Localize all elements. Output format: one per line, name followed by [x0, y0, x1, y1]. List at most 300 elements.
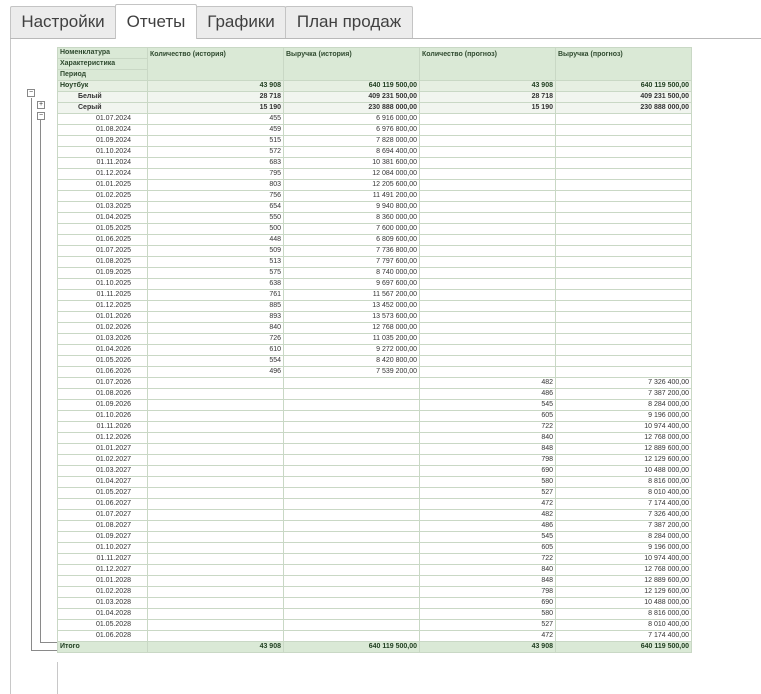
- report-left-edge: [57, 662, 58, 694]
- period-cell: 01.06.2028: [58, 631, 148, 642]
- qty-history-cell: 610: [148, 345, 284, 356]
- qty-history-cell: [148, 631, 284, 642]
- qty-forecast-cell: 472: [420, 631, 556, 642]
- qty-history-cell: 840: [148, 323, 284, 334]
- group-revenue-forecast: 640 119 500,00: [556, 81, 692, 92]
- period-cell: 01.01.2028: [58, 576, 148, 587]
- period-row[interactable]: [58, 356, 692, 367]
- period-row[interactable]: [58, 389, 692, 400]
- qty-history-cell: [148, 477, 284, 488]
- period-row[interactable]: [58, 433, 692, 444]
- revenue-history-cell: 7 828 000,00: [284, 136, 420, 147]
- qty-history-cell: 683: [148, 158, 284, 169]
- qty-history-cell: 726: [148, 334, 284, 345]
- period-row[interactable]: [58, 180, 692, 191]
- revenue-history-cell: 13 452 000,00: [284, 301, 420, 312]
- revenue-forecast-cell: 8 010 400,00: [556, 488, 692, 499]
- qty-forecast-cell: 722: [420, 422, 556, 433]
- qty-forecast-cell: 527: [420, 620, 556, 631]
- revenue-history-cell: 7 600 000,00: [284, 224, 420, 235]
- period-row[interactable]: [58, 378, 692, 389]
- period-cell: 01.09.2024: [58, 136, 148, 147]
- total-revenue-history: 640 119 500,00: [284, 642, 420, 653]
- revenue-history-cell: 9 940 800,00: [284, 202, 420, 213]
- period-cell: 01.02.2026: [58, 323, 148, 334]
- revenue-history-cell: [284, 631, 420, 642]
- period-cell: 01.01.2025: [58, 180, 148, 191]
- subgroup-revenue-forecast: 409 231 500,00: [556, 92, 692, 103]
- revenue-forecast-cell: [556, 334, 692, 345]
- qty-forecast-cell: 605: [420, 543, 556, 554]
- revenue-forecast-cell: 8 284 000,00: [556, 400, 692, 411]
- period-row[interactable]: [58, 224, 692, 235]
- qty-forecast-cell: [420, 224, 556, 235]
- period-cell: 01.07.2026: [58, 378, 148, 389]
- subgroup-revenue-history: 230 888 000,00: [284, 103, 420, 114]
- period-row[interactable]: [58, 422, 692, 433]
- period-row[interactable]: [58, 554, 692, 565]
- revenue-forecast-cell: 9 196 000,00: [556, 411, 692, 422]
- qty-forecast-cell: 798: [420, 455, 556, 466]
- revenue-history-cell: [284, 587, 420, 598]
- revenue-forecast-cell: 12 129 600,00: [556, 587, 692, 598]
- revenue-history-cell: [284, 466, 420, 477]
- revenue-forecast-cell: 7 174 400,00: [556, 631, 692, 642]
- qty-history-cell: [148, 620, 284, 631]
- qty-forecast-cell: [420, 213, 556, 224]
- period-row[interactable]: [58, 576, 692, 587]
- period-row[interactable]: [58, 114, 692, 125]
- tab-reports[interactable]: Отчеты: [115, 4, 197, 39]
- period-cell: 01.12.2025: [58, 301, 148, 312]
- qty-history-cell: [148, 576, 284, 587]
- period-row[interactable]: [58, 213, 692, 224]
- header-nomenclature: Номенклатура: [58, 48, 148, 59]
- revenue-history-cell: [284, 411, 420, 422]
- revenue-history-cell: [284, 620, 420, 631]
- period-cell: 01.12.2024: [58, 169, 148, 180]
- qty-history-cell: [148, 587, 284, 598]
- revenue-history-cell: 7 539 200,00: [284, 367, 420, 378]
- revenue-history-cell: [284, 532, 420, 543]
- revenue-history-cell: [284, 400, 420, 411]
- qty-history-cell: 572: [148, 147, 284, 158]
- collapse-group-icon[interactable]: −: [28, 89, 34, 96]
- qty-forecast-cell: 690: [420, 598, 556, 609]
- qty-forecast-cell: [420, 334, 556, 345]
- collapse-grey-icon[interactable]: −: [38, 112, 44, 119]
- subgroup-name: Белый: [58, 92, 148, 103]
- qty-history-cell: 459: [148, 125, 284, 136]
- revenue-forecast-cell: [556, 290, 692, 301]
- qty-history-cell: [148, 543, 284, 554]
- period-cell: 01.05.2027: [58, 488, 148, 499]
- period-row[interactable]: [58, 466, 692, 477]
- period-row[interactable]: [58, 543, 692, 554]
- period-row[interactable]: [58, 521, 692, 532]
- revenue-history-cell: [284, 510, 420, 521]
- period-cell: 01.07.2025: [58, 246, 148, 257]
- period-cell: 01.05.2025: [58, 224, 148, 235]
- qty-history-cell: 496: [148, 367, 284, 378]
- period-row[interactable]: [58, 147, 692, 158]
- period-cell: 01.06.2025: [58, 235, 148, 246]
- tab-bar: [0, 0, 761, 40]
- qty-forecast-cell: 472: [420, 499, 556, 510]
- revenue-history-cell: [284, 565, 420, 576]
- qty-forecast-cell: [420, 114, 556, 125]
- period-row[interactable]: [58, 609, 692, 620]
- period-cell: 01.07.2027: [58, 510, 148, 521]
- revenue-history-cell: [284, 499, 420, 510]
- revenue-forecast-cell: [556, 147, 692, 158]
- qty-history-cell: 455: [148, 114, 284, 125]
- period-row[interactable]: [58, 444, 692, 455]
- period-row[interactable]: [58, 631, 692, 642]
- qty-forecast-cell: [420, 125, 556, 136]
- group-qty-history: 43 908: [148, 81, 284, 92]
- period-cell: 01.08.2024: [58, 125, 148, 136]
- revenue-forecast-cell: [556, 136, 692, 147]
- qty-history-cell: [148, 433, 284, 444]
- period-row[interactable]: [58, 587, 692, 598]
- qty-history-cell: 638: [148, 279, 284, 290]
- total-qty-forecast: 43 908: [420, 642, 556, 653]
- period-cell: 01.09.2026: [58, 400, 148, 411]
- revenue-history-cell: 10 381 600,00: [284, 158, 420, 169]
- revenue-history-cell: [284, 378, 420, 389]
- qty-forecast-cell: 482: [420, 378, 556, 389]
- qty-history-cell: 654: [148, 202, 284, 213]
- revenue-forecast-cell: [556, 268, 692, 279]
- qty-forecast-cell: 722: [420, 554, 556, 565]
- revenue-forecast-cell: [556, 125, 692, 136]
- revenue-forecast-cell: 12 129 600,00: [556, 455, 692, 466]
- revenue-forecast-cell: [556, 356, 692, 367]
- revenue-forecast-cell: 7 174 400,00: [556, 499, 692, 510]
- qty-forecast-cell: [420, 235, 556, 246]
- revenue-history-cell: [284, 576, 420, 587]
- period-row[interactable]: [58, 367, 692, 378]
- revenue-history-cell: [284, 444, 420, 455]
- qty-history-cell: [148, 422, 284, 433]
- period-row[interactable]: [58, 312, 692, 323]
- period-row[interactable]: [58, 455, 692, 466]
- qty-history-cell: [148, 598, 284, 609]
- period-row[interactable]: [58, 345, 692, 356]
- revenue-forecast-cell: 10 488 000,00: [556, 466, 692, 477]
- qty-forecast-cell: [420, 268, 556, 279]
- period-cell: 01.09.2027: [58, 532, 148, 543]
- qty-history-cell: 554: [148, 356, 284, 367]
- period-row[interactable]: [58, 620, 692, 631]
- period-cell: 01.03.2026: [58, 334, 148, 345]
- group-row[interactable]: [58, 81, 692, 92]
- header-qty-forecast: Количество (прогноз): [420, 48, 556, 81]
- revenue-history-cell: [284, 598, 420, 609]
- revenue-history-cell: 8 360 000,00: [284, 213, 420, 224]
- period-row[interactable]: [58, 565, 692, 576]
- period-cell: 01.01.2026: [58, 312, 148, 323]
- subgroup-revenue-history: 409 231 500,00: [284, 92, 420, 103]
- period-cell: 01.09.2025: [58, 268, 148, 279]
- period-row[interactable]: [58, 301, 692, 312]
- qty-history-cell: [148, 389, 284, 400]
- subgroup-name: Серый: [58, 103, 148, 114]
- qty-history-cell: [148, 565, 284, 576]
- revenue-history-cell: 8 420 800,00: [284, 356, 420, 367]
- qty-history-cell: 509: [148, 246, 284, 257]
- period-row[interactable]: [58, 246, 692, 257]
- period-row[interactable]: [58, 257, 692, 268]
- qty-history-cell: [148, 609, 284, 620]
- period-cell: 01.05.2026: [58, 356, 148, 367]
- revenue-forecast-cell: 10 974 400,00: [556, 422, 692, 433]
- subgroup-revenue-forecast: 230 888 000,00: [556, 103, 692, 114]
- total-label: Итого: [58, 642, 148, 653]
- qty-history-cell: 756: [148, 191, 284, 202]
- qty-history-cell: 795: [148, 169, 284, 180]
- qty-history-cell: 515: [148, 136, 284, 147]
- qty-history-cell: 500: [148, 224, 284, 235]
- header-characteristic: Характеристика: [58, 59, 148, 70]
- qty-history-cell: 803: [148, 180, 284, 191]
- revenue-history-cell: 9 697 600,00: [284, 279, 420, 290]
- qty-forecast-cell: 527: [420, 488, 556, 499]
- period-cell: 01.04.2025: [58, 213, 148, 224]
- qty-forecast-cell: [420, 345, 556, 356]
- qty-history-cell: [148, 488, 284, 499]
- revenue-forecast-cell: 12 889 600,00: [556, 576, 692, 587]
- qty-forecast-cell: 486: [420, 389, 556, 400]
- qty-forecast-cell: 545: [420, 400, 556, 411]
- tree-line-level0: [31, 98, 32, 651]
- period-cell: 01.11.2027: [58, 554, 148, 565]
- qty-forecast-cell: [420, 290, 556, 301]
- tab-settings[interactable]: Настройки: [10, 6, 116, 38]
- period-cell: 01.08.2025: [58, 257, 148, 268]
- total-revenue-forecast: 640 119 500,00: [556, 642, 692, 653]
- revenue-forecast-cell: [556, 158, 692, 169]
- period-row[interactable]: [58, 169, 692, 180]
- period-cell: 01.10.2025: [58, 279, 148, 290]
- total-qty-history: 43 908: [148, 642, 284, 653]
- qty-history-cell: 448: [148, 235, 284, 246]
- qty-forecast-cell: 580: [420, 477, 556, 488]
- subgroup-row-grey[interactable]: [58, 103, 692, 114]
- revenue-forecast-cell: [556, 257, 692, 268]
- qty-history-cell: 550: [148, 213, 284, 224]
- period-row[interactable]: [58, 499, 692, 510]
- qty-forecast-cell: [420, 279, 556, 290]
- period-cell: 01.11.2026: [58, 422, 148, 433]
- qty-history-cell: 761: [148, 290, 284, 301]
- qty-forecast-cell: [420, 180, 556, 191]
- period-row[interactable]: [58, 136, 692, 147]
- revenue-forecast-cell: 10 488 000,00: [556, 598, 692, 609]
- period-cell: 01.07.2024: [58, 114, 148, 125]
- period-cell: 01.12.2026: [58, 433, 148, 444]
- qty-forecast-cell: [420, 246, 556, 257]
- revenue-forecast-cell: [556, 246, 692, 257]
- revenue-history-cell: [284, 422, 420, 433]
- revenue-history-cell: 8 740 000,00: [284, 268, 420, 279]
- tab-charts[interactable]: Графики: [196, 6, 286, 38]
- qty-history-cell: 575: [148, 268, 284, 279]
- qty-forecast-cell: 605: [420, 411, 556, 422]
- period-cell: 01.04.2027: [58, 477, 148, 488]
- qty-history-cell: [148, 554, 284, 565]
- qty-history-cell: [148, 521, 284, 532]
- revenue-history-cell: [284, 433, 420, 444]
- revenue-history-cell: [284, 477, 420, 488]
- revenue-history-cell: 9 272 000,00: [284, 345, 420, 356]
- tab-sales-plan[interactable]: План продаж: [285, 6, 413, 38]
- qty-history-cell: [148, 532, 284, 543]
- revenue-history-cell: 6 976 800,00: [284, 125, 420, 136]
- revenue-forecast-cell: 8 010 400,00: [556, 620, 692, 631]
- revenue-forecast-cell: 9 196 000,00: [556, 543, 692, 554]
- period-cell: 01.03.2027: [58, 466, 148, 477]
- revenue-history-cell: 6 916 000,00: [284, 114, 420, 125]
- revenue-forecast-cell: 8 816 000,00: [556, 477, 692, 488]
- period-cell: 01.12.2027: [58, 565, 148, 576]
- revenue-history-cell: 11 567 200,00: [284, 290, 420, 301]
- period-cell: 01.03.2028: [58, 598, 148, 609]
- revenue-forecast-cell: 8 284 000,00: [556, 532, 692, 543]
- revenue-forecast-cell: 8 816 000,00: [556, 609, 692, 620]
- qty-forecast-cell: 690: [420, 466, 556, 477]
- period-cell: 01.02.2027: [58, 455, 148, 466]
- revenue-forecast-cell: 7 326 400,00: [556, 378, 692, 389]
- subgroup-qty-forecast: 28 718: [420, 92, 556, 103]
- period-cell: 01.05.2028: [58, 620, 148, 631]
- revenue-history-cell: 13 573 600,00: [284, 312, 420, 323]
- revenue-history-cell: 8 694 400,00: [284, 147, 420, 158]
- revenue-forecast-cell: [556, 367, 692, 378]
- qty-forecast-cell: [420, 202, 556, 213]
- revenue-forecast-cell: [556, 213, 692, 224]
- revenue-forecast-cell: 12 768 000,00: [556, 433, 692, 444]
- period-cell: 01.01.2027: [58, 444, 148, 455]
- period-cell: 01.06.2027: [58, 499, 148, 510]
- revenue-history-cell: [284, 488, 420, 499]
- period-row[interactable]: [58, 323, 692, 334]
- revenue-history-cell: 7 736 800,00: [284, 246, 420, 257]
- period-row[interactable]: [58, 334, 692, 345]
- revenue-forecast-cell: [556, 301, 692, 312]
- qty-forecast-cell: [420, 136, 556, 147]
- qty-history-cell: 885: [148, 301, 284, 312]
- qty-forecast-cell: [420, 158, 556, 169]
- qty-history-cell: [148, 378, 284, 389]
- qty-history-cell: [148, 510, 284, 521]
- qty-forecast-cell: 848: [420, 576, 556, 587]
- revenue-forecast-cell: [556, 235, 692, 246]
- header-revenue-forecast: Выручка (прогноз): [556, 48, 692, 81]
- qty-forecast-cell: [420, 257, 556, 268]
- qty-forecast-cell: 848: [420, 444, 556, 455]
- period-row[interactable]: [58, 191, 692, 202]
- revenue-history-cell: [284, 521, 420, 532]
- qty-history-cell: [148, 499, 284, 510]
- period-row[interactable]: [58, 477, 692, 488]
- revenue-history-cell: [284, 455, 420, 466]
- revenue-forecast-cell: [556, 312, 692, 323]
- header-revenue-history: Выручка (история): [284, 48, 420, 81]
- period-cell: 01.02.2028: [58, 587, 148, 598]
- revenue-forecast-cell: 7 387 200,00: [556, 521, 692, 532]
- qty-forecast-cell: 482: [420, 510, 556, 521]
- period-row[interactable]: [58, 400, 692, 411]
- subgroup-qty-history: 15 190: [148, 103, 284, 114]
- qty-forecast-cell: [420, 312, 556, 323]
- period-cell: 01.10.2027: [58, 543, 148, 554]
- period-cell: 01.08.2027: [58, 521, 148, 532]
- revenue-forecast-cell: 10 974 400,00: [556, 554, 692, 565]
- period-row[interactable]: [58, 125, 692, 136]
- period-cell: 01.04.2028: [58, 609, 148, 620]
- header-period: Период: [58, 70, 148, 81]
- period-row[interactable]: [58, 268, 692, 279]
- period-row[interactable]: [58, 202, 692, 213]
- qty-forecast-cell: [420, 147, 556, 158]
- period-row[interactable]: [58, 235, 692, 246]
- revenue-forecast-cell: [556, 180, 692, 191]
- qty-history-cell: [148, 455, 284, 466]
- period-cell: 01.11.2024: [58, 158, 148, 169]
- subgroup-qty-history: 28 718: [148, 92, 284, 103]
- subgroup-qty-forecast: 15 190: [420, 103, 556, 114]
- tree-line-level0-end: [31, 650, 57, 651]
- qty-history-cell: 893: [148, 312, 284, 323]
- period-cell: 01.10.2024: [58, 147, 148, 158]
- period-row[interactable]: [58, 290, 692, 301]
- tree-line-level1: [40, 119, 41, 643]
- period-cell: 01.02.2025: [58, 191, 148, 202]
- qty-history-cell: [148, 400, 284, 411]
- period-cell: 01.10.2026: [58, 411, 148, 422]
- period-row[interactable]: [58, 158, 692, 169]
- revenue-forecast-cell: 12 889 600,00: [556, 444, 692, 455]
- revenue-history-cell: [284, 389, 420, 400]
- qty-forecast-cell: [420, 191, 556, 202]
- qty-forecast-cell: 840: [420, 565, 556, 576]
- period-cell: 01.06.2026: [58, 367, 148, 378]
- period-row[interactable]: [58, 488, 692, 499]
- qty-history-cell: 513: [148, 257, 284, 268]
- revenue-history-cell: 11 491 200,00: [284, 191, 420, 202]
- period-row[interactable]: [58, 411, 692, 422]
- revenue-forecast-cell: [556, 191, 692, 202]
- subgroup-row-white[interactable]: [58, 92, 692, 103]
- qty-forecast-cell: [420, 367, 556, 378]
- period-row[interactable]: [58, 510, 692, 521]
- period-row[interactable]: [58, 279, 692, 290]
- qty-forecast-cell: 580: [420, 609, 556, 620]
- revenue-history-cell: 12 084 000,00: [284, 169, 420, 180]
- qty-forecast-cell: [420, 301, 556, 312]
- period-row[interactable]: [58, 598, 692, 609]
- revenue-history-cell: 12 205 600,00: [284, 180, 420, 191]
- revenue-forecast-cell: [556, 224, 692, 235]
- revenue-forecast-cell: [556, 279, 692, 290]
- revenue-history-cell: 6 809 600,00: [284, 235, 420, 246]
- expand-white-icon[interactable]: +: [38, 101, 44, 108]
- revenue-history-cell: [284, 554, 420, 565]
- qty-forecast-cell: [420, 356, 556, 367]
- period-row[interactable]: [58, 532, 692, 543]
